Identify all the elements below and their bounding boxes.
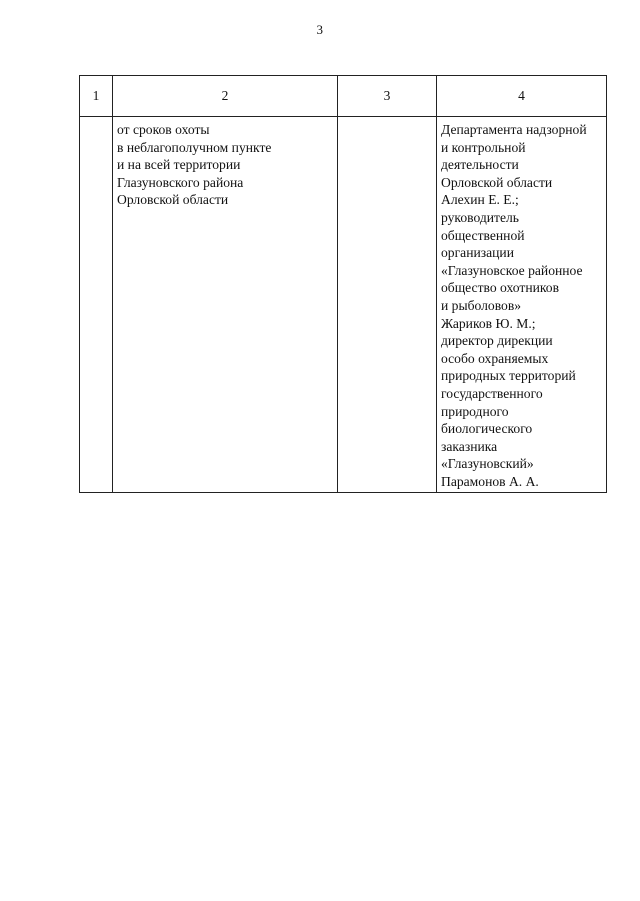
cell-line: природного: [441, 403, 509, 419]
cell-line: заказника: [441, 438, 498, 454]
cell-line: руководитель: [441, 209, 520, 225]
cell-line: Департамента надзорной: [441, 122, 587, 137]
cell-line: биологического: [441, 421, 533, 437]
cell-col3-text: [338, 117, 436, 121]
cell-line: деятельности: [441, 157, 519, 173]
table-header-row: [80, 76, 607, 117]
cell-col1: [80, 117, 113, 493]
cell-line: и рыболовов»: [441, 297, 522, 313]
header-cell-1: 1: [80, 76, 113, 117]
cell-line: «Глазуновский»: [441, 456, 534, 472]
cell-line: Орловской области: [117, 192, 229, 208]
cell-col2-text: [113, 117, 337, 209]
cell-line: организации: [441, 245, 514, 261]
header-cell-4: 4: [437, 76, 607, 117]
cell-line: государственного: [441, 385, 543, 401]
cell-line: Парамонов А. А.: [441, 473, 539, 489]
table-row: [80, 117, 607, 493]
cell-col2: [113, 117, 338, 493]
cell-line: в неблагополучном пункте: [117, 139, 272, 155]
cell-col4-text: [437, 117, 606, 490]
cell-line: и контрольной: [441, 139, 526, 155]
cell-line: Алехин Е. Е.;: [441, 192, 519, 208]
cell-line: и на всей территории: [117, 157, 241, 173]
cell-line: общество охотников: [441, 280, 560, 296]
header-cell-2: 2: [113, 76, 338, 117]
cell-line: Орловской области: [441, 174, 553, 190]
cell-line: Глазуновского района: [117, 174, 244, 190]
cell-line: «Глазуновское районное: [441, 262, 583, 278]
cell-col3: [338, 117, 437, 493]
cell-line: особо охраняемых: [441, 350, 549, 366]
cell-line: природных территорий: [441, 368, 576, 384]
cell-line: директор дирекции: [441, 333, 553, 349]
page-number: 3: [316, 22, 324, 37]
cell-col4: [437, 117, 607, 493]
cell-line: общественной: [441, 227, 525, 243]
document-table: [79, 75, 607, 493]
header-cell-3: 3: [338, 76, 437, 117]
cell-line: Жариков Ю. М.;: [441, 315, 536, 331]
cell-col1-text: [80, 117, 112, 121]
cell-line: от сроков охоты: [117, 122, 210, 137]
